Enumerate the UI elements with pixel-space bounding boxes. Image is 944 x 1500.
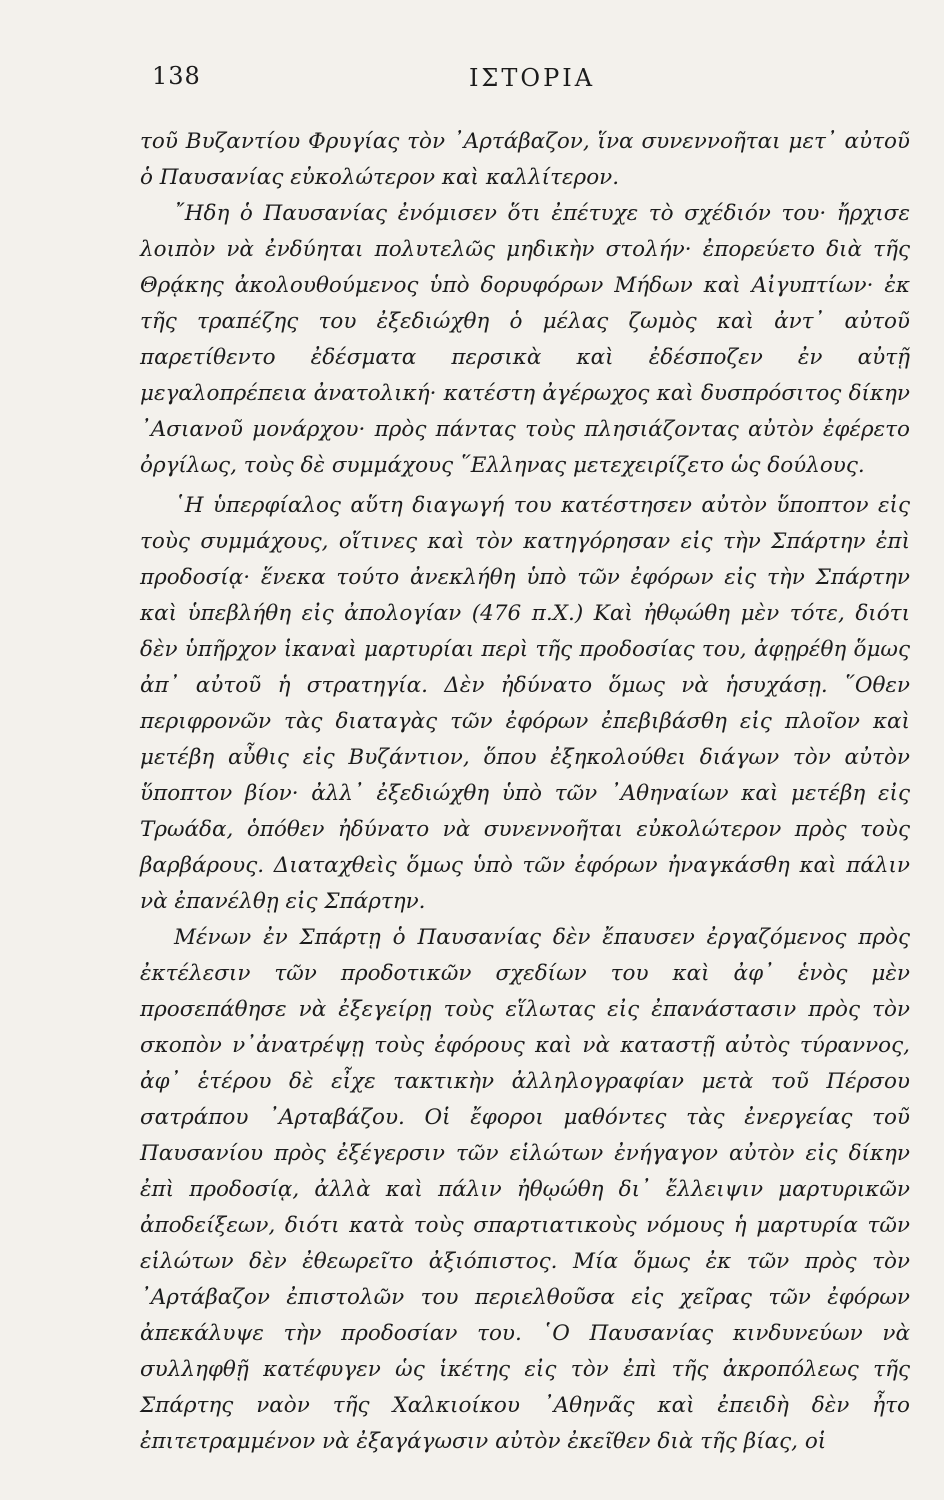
body-text	[140, 124, 910, 1460]
paragraph: Μένων ἐν Σπάρτῃ ὁ Παυσανίας δὲν ἔπαυσεν ἐργαζόμενος πρὸς ἐκτέλεσιν τῶν προδοτικῶν σχεδίων του καὶ ἀφ᾿ ἑνὸς μὲν προσεπάθησε νὰ ἐξεγείρῃ τοὺς εἵλωτας εἰς ἐπανάστασιν πρὸς τὸν σκοπὸν ν᾿ἀνατρέψῃ τοὺς ἐφόρους καὶ νὰ καταστῇ αὐτὸς τύραννος, ἀφ᾿ ἑτέρου δὲ εἶχε τακτικὴν ἀλληλογραφίαν μετὰ τοῦ Πέρσου σατράπου ᾿Αρταβάζου. Οἱ ἔφοροι μαθόντες τὰς ἐνεργείας τοῦ Παυσανίου πρὸς ἐξέγερσιν τῶν εἱλώτων ἐνήγαγον αὐτὸν εἰς δίκην ἐπὶ προδοσίᾳ, ἀλλὰ καὶ πάλιν ἠθῳώθη δι᾿ ἔλλειψιν μαρτυρικῶν ἀποδείξεων, διότι κατὰ τοὺς σπαρτιατικοὺς νόμους ἡ μαρτυρία τῶν εἱλώτων δὲν ἐθεωρεῖτο ἀξιόπιστος. Μία ὅμως ἐκ τῶν πρὸς τὸν ᾿Αρτάβαζον ἐπιστολῶν του περιελθοῦσα εἰς χεῖρας τῶν ἐφόρων ἀπεκάλυψε τὴν προδοσίαν του. ῾Ο Παυσανίας κινδυνεύων νὰ συλληφθῇ κατέφυγεν ὡς ἱκέτης εἰς τὸν ἐπὶ τῆς ἀκροπόλεως τῆς Σπάρτης ναὸν τῆς Χαλκιοίκου ᾿Αθηνᾶς καὶ ἐπειδὴ δὲν ἦτο ἐπιτετραμμένον νὰ ἐξαγάγωσιν αὐτὸν ἐκεῖθεν διὰ τῆς βίας, οἱ	[140, 925, 910, 1454]
running-head: ΙΣΤΟΡΙΑ	[468, 64, 596, 92]
paragraph: ῾Η ὑπερφίαλος αὕτη διαγωγή του κατέστησεν αὐτὸν ὕποπτον εἰς τοὺς συμμάχους, οἵτινες καὶ τὸν κατηγόρησαν εἰς τὴν Σπάρτην ἐπὶ προδοσίᾳ· ἕνεκα τούτο ἀνεκλήθη ὑπὸ τῶν ἐφόρων εἰς τὴν Σπάρτην καὶ ὑπεβλήθη εἰς ἀπολογίαν (476 π.Χ.) Καὶ ἠθῳώθη μὲν τότε, διότι δὲν ὑπῆρχον ἱκαναὶ μαρτυρίαι περὶ τῆς προδοσίας του, ἀφῃρέθη ὅμως ἀπ᾿ αὐτοῦ ἡ στρατηγία. Δὲν ἠδύνατο ὅμως νὰ ἡσυχάσῃ. ῞Οθεν περιφρονῶν τὰς διαταγὰς τῶν ἐφόρων ἐπεβιβάσθη εἰς πλοῖον καὶ μετέβη αὖθις εἰς Βυζάντιον, ὅπου ἐξηκολούθει διάγων τὸν αὐτὸν ὕποπτον βίον· ἀλλ᾿ ἐξεδιώχθη ὑπὸ τῶν ᾿Αθηναίων καὶ μετέβη εἰς Τρωάδα, ὁπόθεν ἠδύνατο νὰ συνεννοῆται εὐκολώτερον πρὸς τοὺς βαρβάρους. Διαταχθεὶς ὅμως ὑπὸ τῶν ἐφόρων ἠναγκάσθη καὶ πάλιν νὰ ἐπανέλθῃ εἰς Σπάρτην.	[140, 493, 910, 914]
page-header	[152, 62, 912, 102]
paragraph: ῎Ηδη ὁ Παυσανίας ἐνόμισεν ὅτι ἐπέτυχε τὸ σχέδιόν του· ἤρχισε λοιπὸν νὰ ἐνδύηται πολυτελῶς μηδικὴν στολήν· ἐπορεύετο διὰ τῆς Θρᾴκης ἀκολουθούμενος ὑπὸ δορυφόρων Μήδων καὶ Αἰγυπτίων· ἐκ τῆς τραπέζης του ἐξεδιώχθη ὁ μέλας ζωμὸς καὶ ἀντ᾿ αὐτοῦ παρετίθεντο ἐδέσματα περσικὰ καὶ ἐδέσποζεν ἐν αὐτῇ μεγαλοπρέπεια ἀνατολική· κατέστη ἀγέρωχος καὶ δυσπρόσιτος δίκην ᾿Ασιανοῦ μονάρχου· πρὸς πάντας τοὺς πλησιάζοντας αὐτὸν ἐφέρετο ὀργίλως, τοὺς δὲ συμμάχους ῞Ελληνας μετεχειρίζετο ὡς δούλους.	[140, 201, 910, 478]
page-number: 138	[152, 62, 201, 90]
paragraph-continuation: τοῦ Βυζαντίου Φρυγίας τὸν ᾿Αρτάβαζον, ἵνα συνεννοῆται μετ᾿ αὐτοῦ ὁ Παυσανίας εὐκολώτερον καὶ καλλίτερον.	[140, 129, 910, 190]
